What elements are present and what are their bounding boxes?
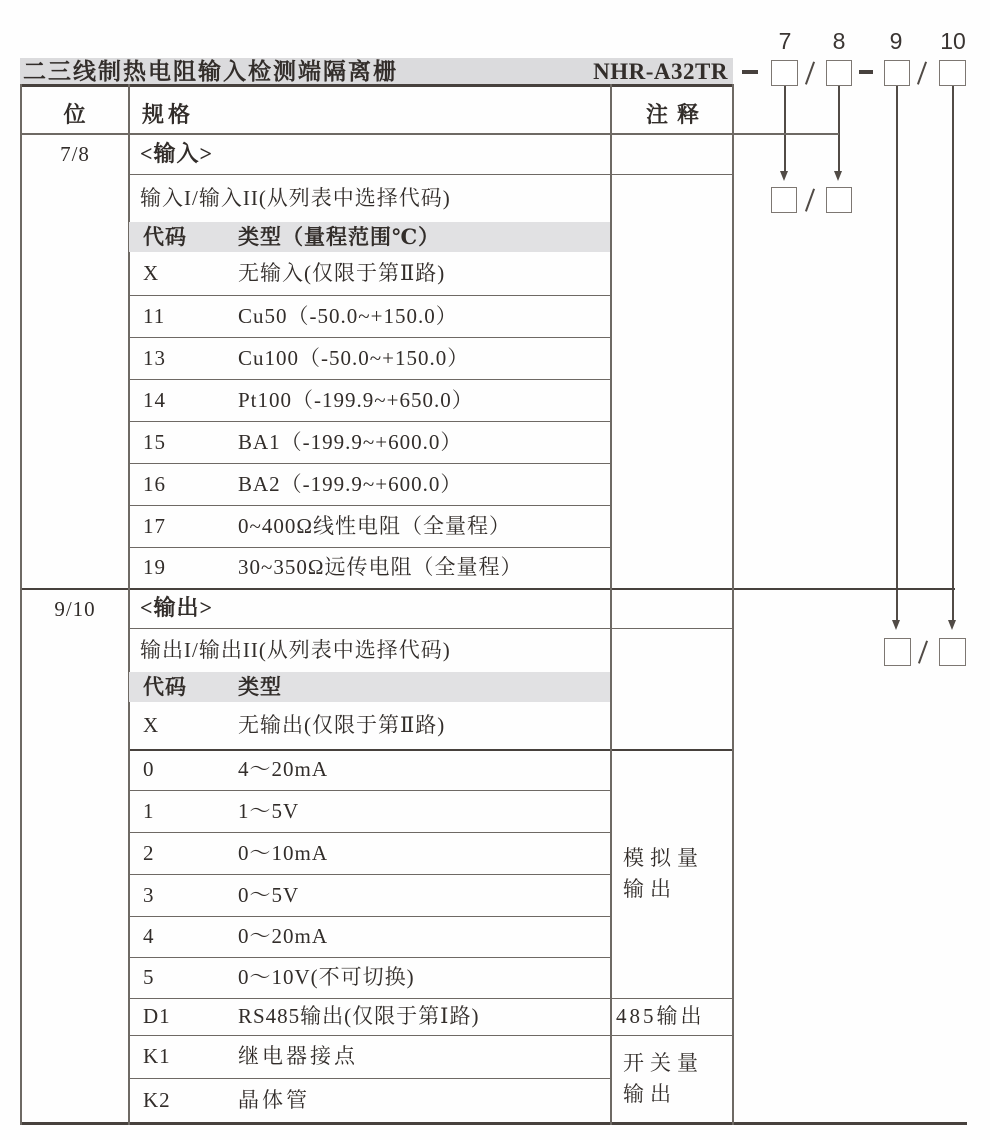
output-code-box-1 [884, 638, 911, 666]
row-line [128, 1078, 610, 1079]
note-analog-line1: 模拟量 [623, 845, 704, 870]
digit-label-8: 8 [832, 28, 846, 54]
note-rs485-output: 485输出 [616, 1004, 705, 1028]
output-row-code: 1 [143, 799, 155, 823]
table-top-border [20, 84, 733, 87]
output-row-code: 5 [143, 965, 155, 989]
output-row-type: 4～20mA [238, 757, 328, 781]
arrow-down-icon [948, 620, 956, 630]
output-pos-cell: 9/10 [54, 597, 96, 621]
output-row-code: 0 [143, 757, 155, 781]
digit-label-10: 10 [940, 28, 966, 54]
slash-separator [805, 61, 815, 84]
input-row-type: Pt100（-199.9~+650.0） [238, 388, 474, 412]
slash-separator [918, 640, 928, 663]
code-box-9 [884, 60, 910, 86]
input-row-code: 13 [143, 346, 166, 370]
connector-line-10 [952, 86, 954, 620]
slash-separator [805, 188, 815, 211]
input-row-code: X [143, 261, 160, 285]
input-row-code: 17 [143, 514, 166, 538]
table-bottom-border [20, 1122, 967, 1125]
note-switch-output [611, 1035, 733, 1123]
output-row-type: 0～10V(不可切换) [238, 965, 415, 989]
code-box-10 [939, 60, 966, 86]
output-row-type: 0～10mA [238, 841, 328, 865]
page-title: 二三线制热电阻输入检测端隔离栅 [23, 59, 398, 84]
row-line [128, 874, 610, 875]
output-row-code: 3 [143, 883, 155, 907]
output-band-header [129, 672, 610, 702]
input-row-type: 0~400Ω线性电阻（全量程） [238, 514, 511, 538]
input-code-box-2 [826, 187, 852, 213]
output-row-type: 1～5V [238, 799, 300, 823]
note-analog-output [611, 749, 733, 998]
arrow-down-icon [892, 620, 900, 630]
output-subtitle: 输出I/输出II(从列表中选择代码) [140, 638, 451, 662]
input-code-box-1 [771, 187, 797, 213]
connector-line-9 [896, 86, 898, 620]
input-row-code: 19 [143, 555, 166, 579]
note-switch-line1: 开关量 [623, 1051, 704, 1075]
code-box-7 [771, 60, 798, 86]
input-row-type: 无输入(仅限于第Ⅱ路) [238, 261, 446, 285]
row-line [128, 916, 610, 917]
input-subtitle: 输入I/输入II(从列表中选择代码) [140, 186, 451, 210]
output-row-code: K2 [143, 1088, 171, 1112]
model-number: NHR-A32TR [593, 59, 728, 84]
arrow-down-icon [780, 171, 788, 181]
connector-line-8 [838, 86, 840, 171]
input-row-type: Cu100（-50.0~+150.0） [238, 346, 470, 370]
note-analog-line2: 输出 [623, 876, 677, 901]
digit-label-7: 7 [778, 28, 792, 54]
dash-separator [859, 70, 873, 74]
column-header-spec: 规格 [142, 102, 195, 127]
code-box-8 [826, 60, 852, 86]
input-row-type: BA2（-199.9~+600.0） [238, 472, 463, 496]
input-row-type: 30~350Ω远传电阻（全量程） [238, 555, 523, 579]
input-pos-cell: 7/8 [60, 142, 90, 166]
output-row-code: 4 [143, 924, 155, 948]
output-band-code-header: 代码 [143, 675, 187, 699]
output-row-code: X [143, 713, 160, 737]
input-row-type: BA1（-199.9~+600.0） [238, 430, 463, 454]
input-group-label: <输入> [140, 141, 214, 166]
output-code-box-2 [939, 638, 966, 666]
input-row-code: 11 [143, 304, 166, 328]
column-header-pos: 位 [63, 102, 87, 127]
output-row-code: D1 [143, 1004, 171, 1028]
digit-label-9: 9 [889, 28, 903, 54]
input-row-code: 14 [143, 388, 166, 412]
output-band-type-header: 类型 [238, 675, 282, 699]
output-row-type: 晶体管 [238, 1088, 310, 1112]
column-header-note: 注释 [645, 102, 708, 127]
input-band-code-header: 代码 [143, 225, 187, 249]
output-row-type: 无输出(仅限于第Ⅱ路) [238, 713, 446, 737]
output-row-type: 继电器接点 [238, 1044, 358, 1068]
dash-separator [742, 70, 758, 74]
output-row-code: 2 [143, 841, 155, 865]
output-row-type: RS485输出(仅限于第Ⅰ路) [238, 1004, 480, 1028]
arrow-down-icon [834, 171, 842, 181]
input-row-code: 15 [143, 430, 166, 454]
input-row-code: 16 [143, 472, 166, 496]
note-switch-line2: 输出 [623, 1082, 677, 1106]
output-row-code: K1 [143, 1044, 171, 1068]
slash-separator [917, 61, 927, 84]
output-row-type: 0～5V [238, 883, 300, 907]
input-row-type: Cu50（-50.0~+150.0） [238, 304, 458, 328]
output-group-label: <输出> [140, 595, 214, 620]
row-line [128, 790, 610, 791]
output-row-type: 0～20mA [238, 924, 328, 948]
row-line [128, 832, 610, 833]
connector-line-7 [784, 86, 786, 171]
input-band-type-header: 类型（量程范围℃） [238, 225, 441, 249]
